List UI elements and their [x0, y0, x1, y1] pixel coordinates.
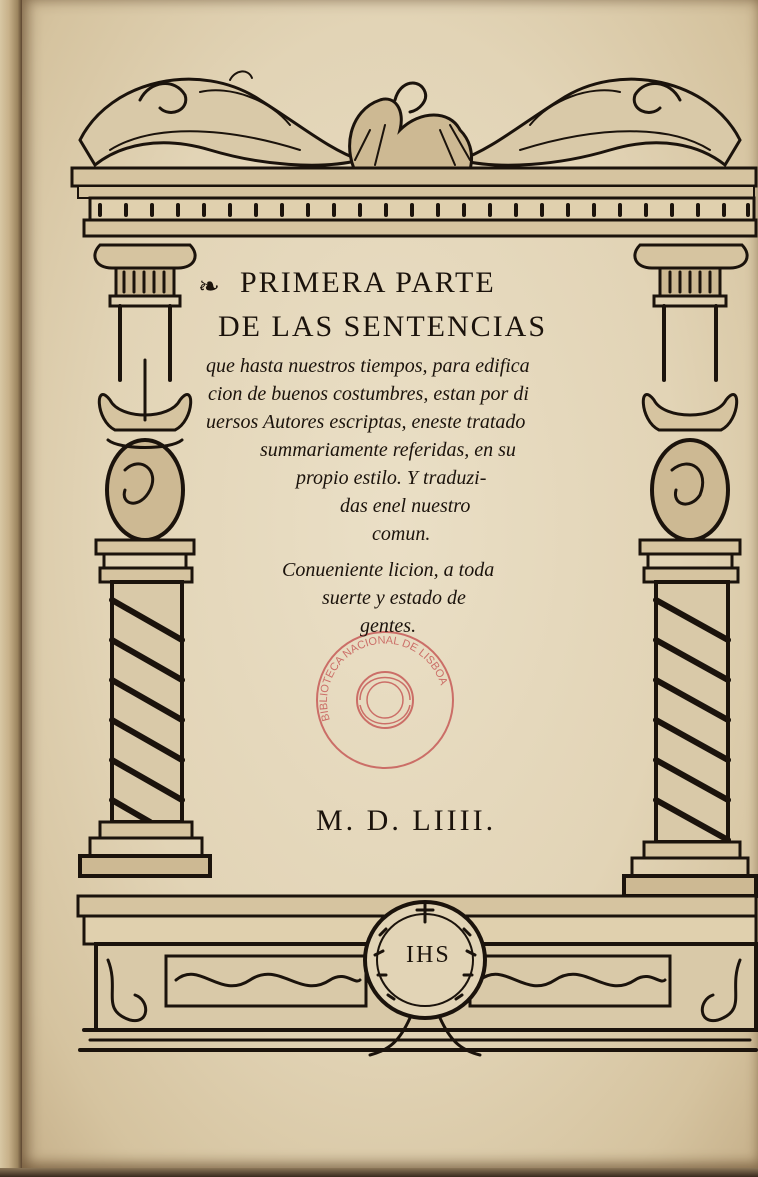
stamp-text: BIBLIOTECA NACIONAL DE LISBOA [317, 634, 450, 723]
left-scroll-ornament [80, 79, 360, 165]
left-column [80, 245, 210, 876]
body-line-7: comun. [372, 523, 431, 545]
tagline-line-3: gentes. [360, 615, 417, 637]
library-stamp [317, 632, 453, 768]
body-line-5: propio estilo. Y traduzi- [296, 467, 487, 489]
tagline-line-1: Conueniente licion, a toda [282, 559, 495, 581]
body-line-6: das enel nuestro [340, 495, 471, 517]
ihs-monogram: IHS [406, 942, 451, 968]
fleuron-icon: ❧ [198, 272, 220, 301]
publication-date: M. D. LIIII. [316, 804, 497, 837]
right-scroll-ornament [460, 79, 740, 165]
body-line-3: uersos Autores escriptas, eneste tratado [206, 411, 526, 433]
wreath-ornament [365, 902, 485, 1055]
body-line-4: summariamente referidas, en su [260, 439, 516, 461]
heading-line-1: PRIMERA PARTE [240, 266, 496, 299]
heading-line-2: DE LAS SENTENCIAS [218, 310, 548, 343]
body-line-2: cion de buenos costumbres, estan por di [208, 383, 529, 405]
body-line-1: que hasta nuestros tiempos, para edifica [206, 355, 530, 377]
top-cornice [72, 168, 756, 186]
tagline-line-2: suerte y estado de [322, 587, 466, 609]
right-column [624, 245, 756, 896]
